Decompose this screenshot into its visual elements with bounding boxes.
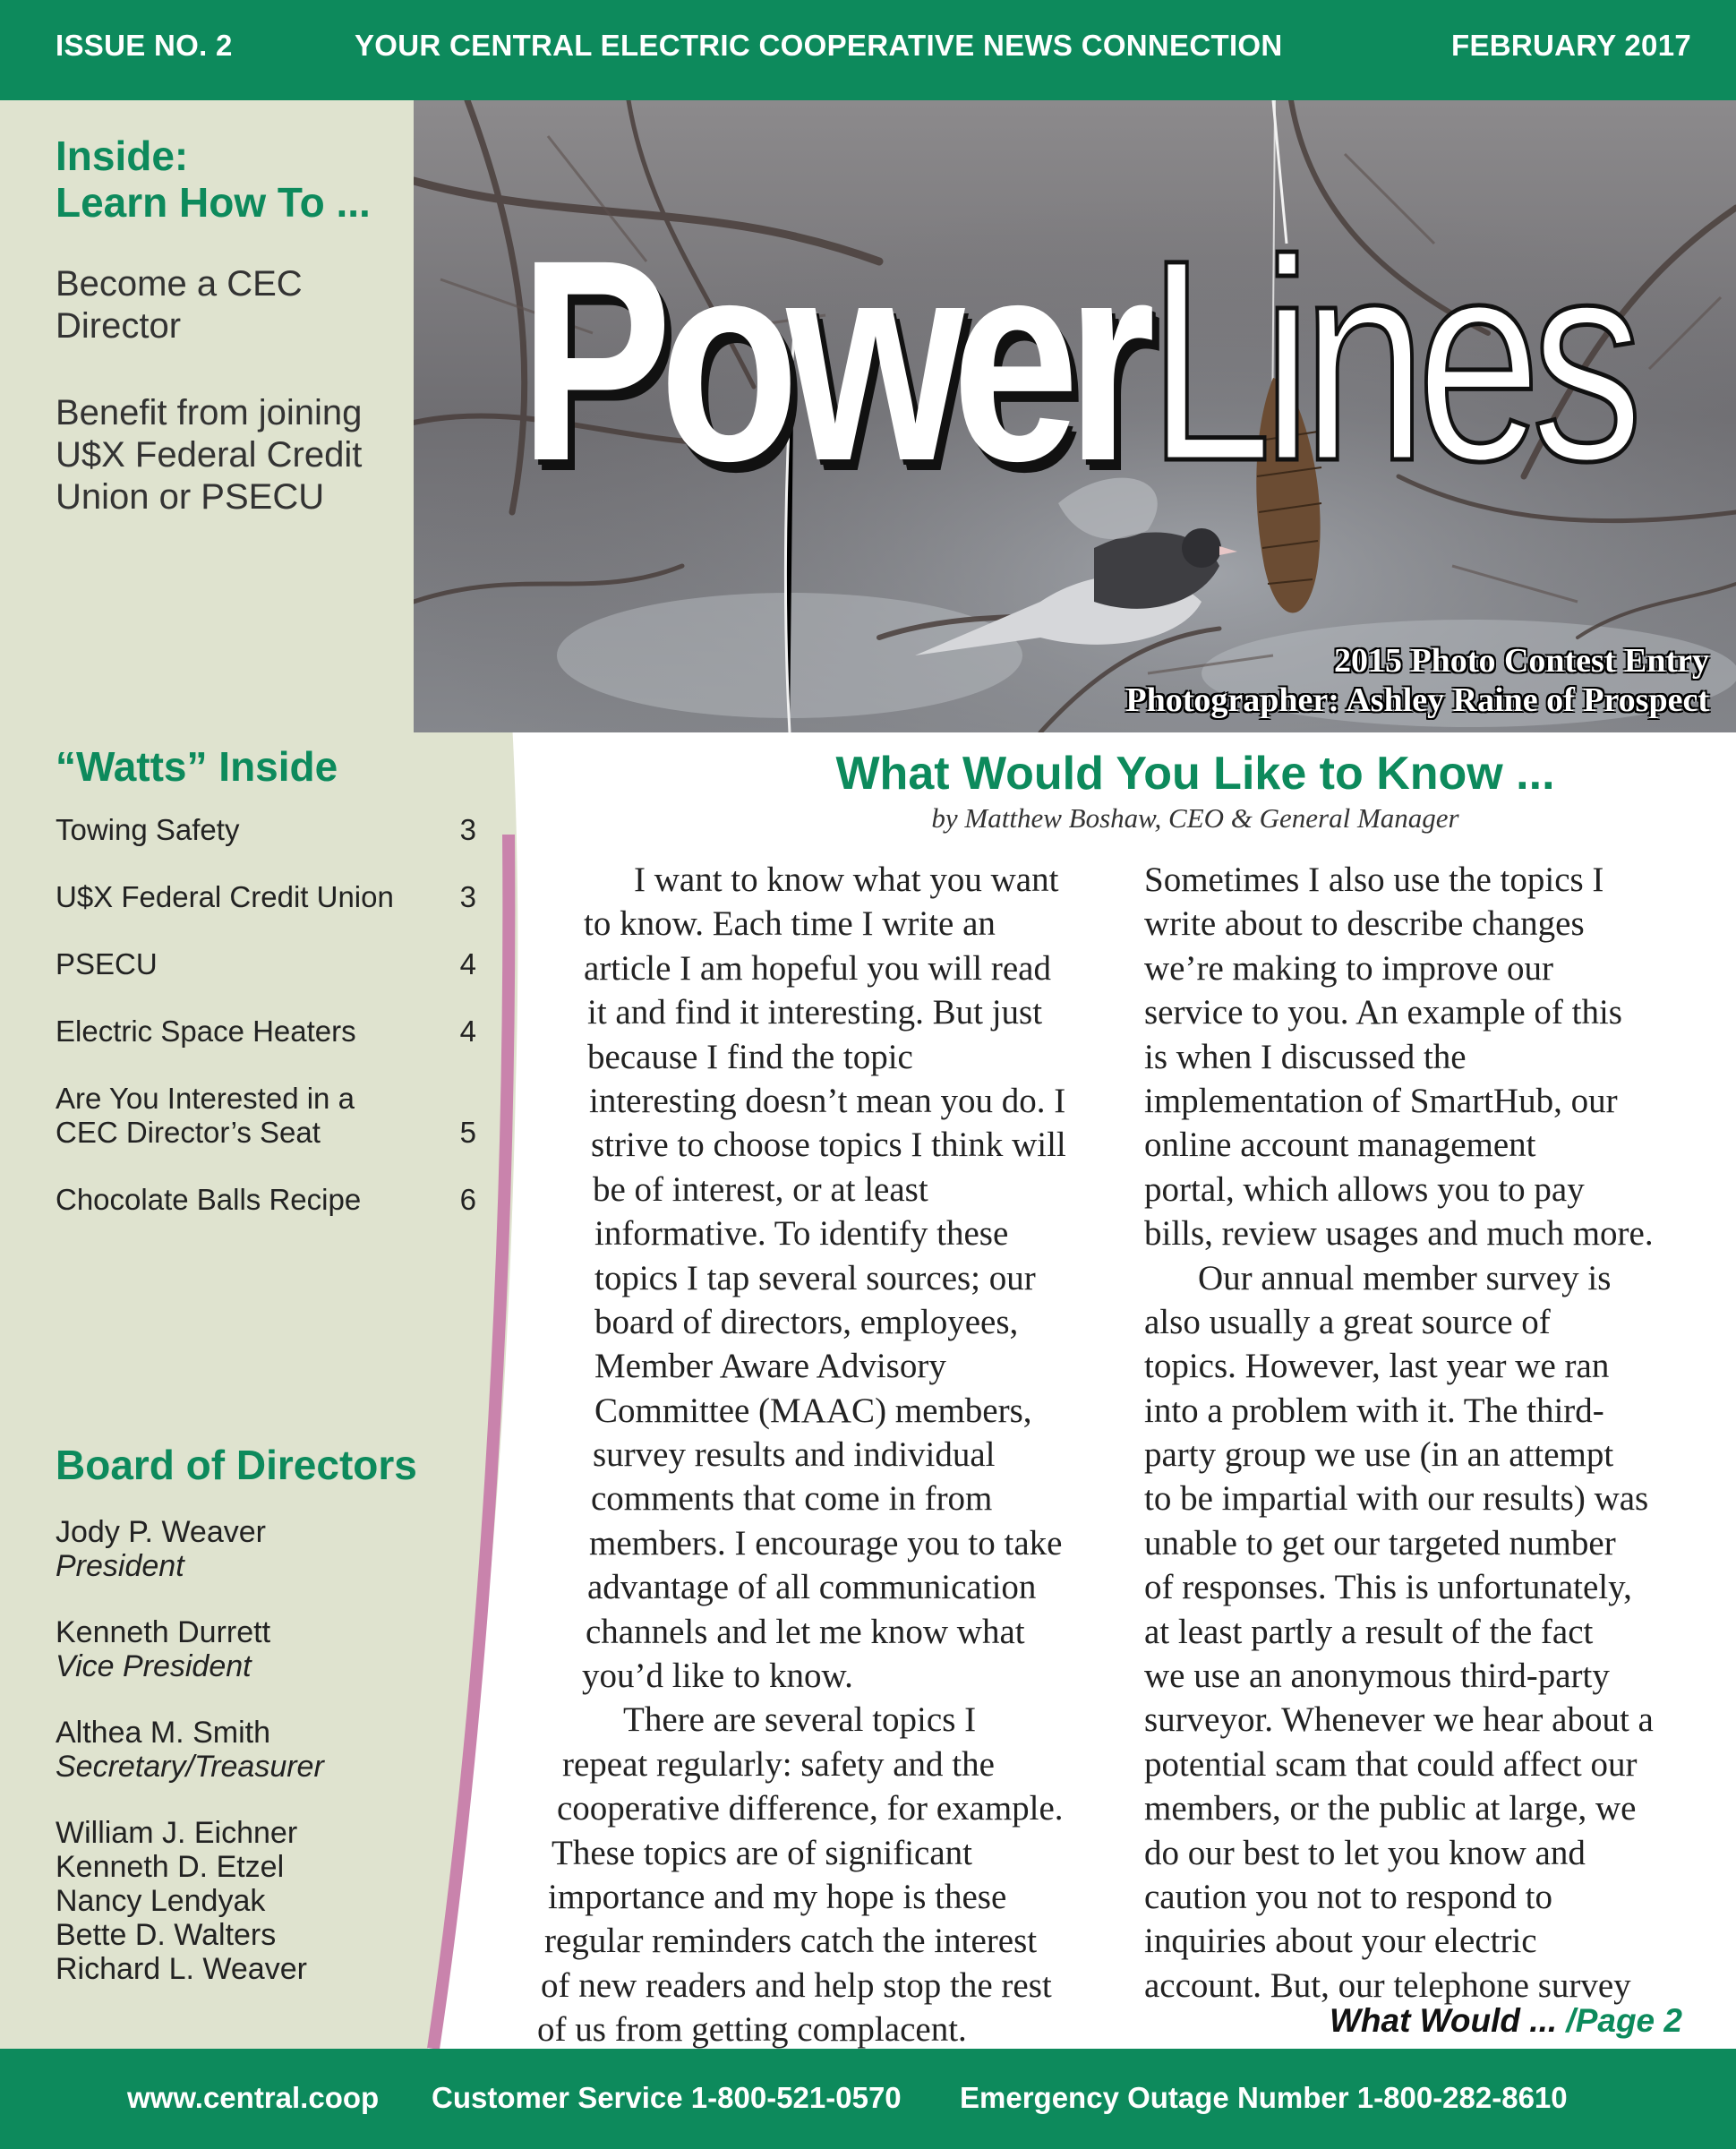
article-line: topics I tap several sources; our	[594, 1258, 1036, 1297]
article-line: write about to describe changes	[1144, 904, 1585, 944]
article-line: cooperative difference, for example.	[557, 1789, 1064, 1828]
article-line: comments that come in from	[591, 1479, 993, 1519]
article-byline: by Matthew Boshaw, CEO & General Manager	[931, 802, 1459, 834]
toc-page-number: 5	[459, 1116, 476, 1149]
article-column-1	[537, 858, 1110, 2052]
article-line: online account management	[1144, 1126, 1536, 1165]
article-line: informative. To identify these	[594, 1214, 1009, 1254]
toc-item[interactable]: PSECU 4	[56, 947, 476, 980]
article-line: channels and let me know what	[586, 1612, 1025, 1651]
footer-bar	[0, 2049, 1736, 2149]
toc-page-number: 4	[459, 947, 476, 980]
article-title: What Would You Like to Know ...	[835, 748, 1555, 800]
article-line: account. But, our telephone survey	[1144, 1965, 1631, 2005]
article-column-2	[1144, 858, 1717, 2008]
director-name: Nancy Lendyak	[56, 1884, 266, 1918]
article-line: survey results and individual	[593, 1435, 996, 1475]
article-line: caution you not to respond to	[1144, 1877, 1553, 1916]
issue-number: ISSUE NO. 2	[56, 29, 233, 62]
article-line: of responses. This is unfortunately,	[1144, 1568, 1632, 1607]
continued-page: /Page 2	[1566, 2002, 1682, 2039]
article-line: we’re making to improve our	[1144, 948, 1554, 988]
article-line: of us from getting complacent.	[537, 2010, 967, 2050]
article-line: Our annual member survey is	[1198, 1258, 1612, 1297]
article-line: bills, review usages and much more.	[1144, 1214, 1654, 1254]
article-line: members, or the public at large, we	[1144, 1789, 1637, 1828]
officer: Althea M. Smith Secretary/Treasurer	[56, 1716, 324, 1784]
board-heading: Board of Directors	[56, 1442, 417, 1488]
toc-page-number: 6	[459, 1183, 476, 1216]
article-line: advantage of all communication	[587, 1568, 1037, 1607]
toc-item[interactable]: Electric Space Heaters 4	[56, 1015, 476, 1048]
inside-heading: Inside: Learn How To ...	[56, 133, 371, 226]
toc-item[interactable]: Chocolate Balls Recipe 6	[56, 1183, 476, 1216]
article-line: Member Aware Advisory	[594, 1347, 946, 1386]
article-line: of new readers and help stop the rest	[541, 1965, 1052, 2005]
emergency-phone[interactable]: Emergency Outage Number 1-800-282-8610	[960, 2081, 1568, 2114]
article-line: you’d like to know.	[582, 1657, 853, 1696]
article-line: Committee (MAAC) members,	[594, 1391, 1032, 1430]
article-line: to be impartial with our results) was	[1144, 1479, 1649, 1519]
header-tagline: YOUR CENTRAL ELECTRIC COOPERATIVE NEWS CONNECTION	[355, 29, 1283, 62]
toc-page-number: 3	[459, 880, 476, 913]
director-name: Bette D. Walters	[56, 1918, 277, 1952]
article-line: topics. However, last year we ran	[1144, 1347, 1610, 1386]
article-line: unable to get our targeted number	[1144, 1523, 1616, 1563]
toc-page-number: 4	[459, 1015, 476, 1048]
cover-photo	[414, 100, 1736, 732]
article-line: regular reminders catch the interest	[544, 1922, 1038, 1961]
continued-link[interactable]: What Would ... /Page 2	[1329, 2002, 1682, 2039]
article-line: repeat regularly: safety and the	[562, 1744, 995, 1784]
customer-service-phone[interactable]: Customer Service 1-800-521-0570	[432, 2081, 902, 2114]
article-line: strive to choose topics I think will	[591, 1126, 1066, 1165]
toc-page-number: 3	[459, 813, 476, 846]
toc-item[interactable]: Are You Interested in a CEC Director’s Seat 5	[56, 1082, 476, 1149]
learn-item: Benefit from joining U$X Federal Credit Union or PSECU	[56, 393, 363, 517]
article-line: There are several topics I	[623, 1700, 977, 1740]
article-line: Sometimes I also use the topics I	[1144, 860, 1604, 899]
article-line: article I am hopeful you will read	[584, 948, 1051, 988]
learn-item: Become a CEC Director	[56, 264, 303, 346]
website-link[interactable]: www.central.coop	[127, 2081, 380, 2114]
article-line: is when I discussed the	[1144, 1037, 1467, 1076]
article-line: potential scam that could affect our	[1144, 1744, 1638, 1784]
article-line: it and find it interesting. But just	[587, 993, 1043, 1032]
article-line: I want to know what you want	[634, 860, 1059, 899]
article-line: service to you. An example of this	[1144, 993, 1622, 1032]
toc-item[interactable]: U$X Federal Credit Union 3	[56, 880, 476, 913]
article-line: importance and my hope is these	[548, 1877, 1007, 1916]
article-line: These topics are of significant	[552, 1833, 972, 1872]
article-line: be of interest, or at least	[593, 1169, 928, 1209]
article-line: at least partly a result of the fact	[1144, 1612, 1594, 1651]
article-line: members. I encourage you to take	[589, 1523, 1063, 1563]
masthead-lines: Lines	[1148, 200, 1634, 520]
directors-list	[56, 1816, 307, 1986]
article-line: do our best to let you know and	[1144, 1833, 1586, 1872]
article-line: into a problem with it. The third-	[1144, 1391, 1604, 1430]
article-line: inquiries about your electric	[1144, 1922, 1537, 1961]
article-line: because I find the topic	[587, 1037, 913, 1076]
article-line: also usually a great source of	[1144, 1302, 1551, 1341]
photo-caption: 2015 Photo Contest Entry Photographer: Ashley Raine of Prospect	[1125, 642, 1709, 719]
director-name: Richard L. Weaver	[56, 1952, 307, 1986]
director-name: Kenneth D. Etzel	[56, 1850, 285, 1884]
article-line: party group we use (in an attempt	[1144, 1435, 1614, 1475]
article-line: surveyor. Whenever we hear about a	[1144, 1700, 1654, 1740]
officer: Jody P. Weaver President	[56, 1515, 266, 1583]
article-line: we use an anonymous third-party	[1144, 1657, 1610, 1696]
article-line: board of directors, employees,	[594, 1302, 1019, 1341]
director-name: William J. Eichner	[56, 1816, 298, 1850]
masthead-power: Power	[519, 200, 1143, 520]
issue-date: FEBRUARY 2017	[1451, 29, 1691, 62]
article-line: to know. Each time I write an	[584, 904, 996, 944]
article-line: portal, which allows you to pay	[1144, 1169, 1585, 1209]
article-line: implementation of SmartHub, our	[1144, 1081, 1618, 1120]
header-bar	[0, 0, 1736, 100]
article-line: interesting doesn’t mean you do. I	[589, 1081, 1066, 1120]
officer: Kenneth Durrett Vice President	[56, 1615, 271, 1683]
toc-item[interactable]: Towing Safety 3	[56, 813, 476, 846]
watts-inside-heading: “Watts” Inside	[56, 743, 338, 790]
